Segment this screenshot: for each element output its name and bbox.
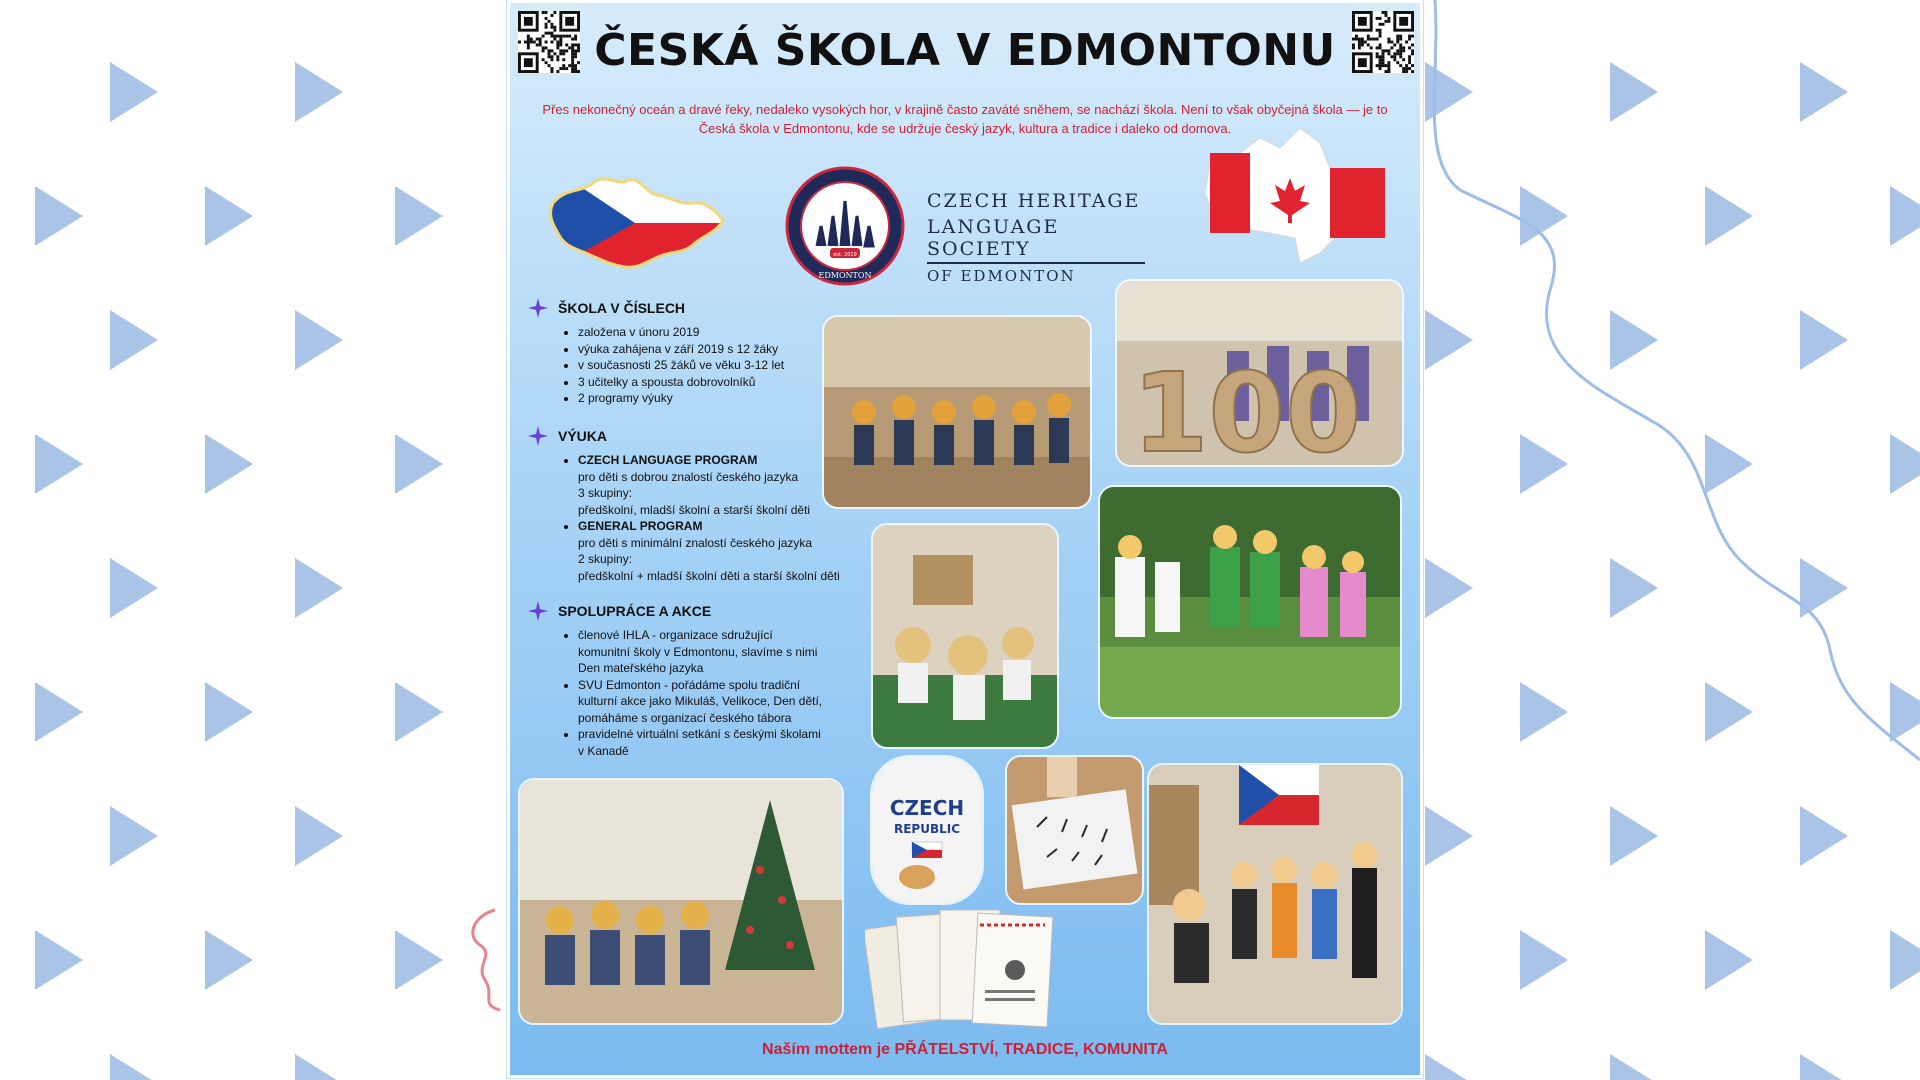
triangle-decoration — [110, 806, 158, 866]
section-heading — [528, 298, 858, 318]
photo-costume-party — [1098, 485, 1402, 719]
section-heading-text: ŠKOLA V ČÍSLECH — [558, 300, 686, 316]
seal-bottom-text: EDMONTON — [818, 271, 872, 280]
intro-line: Přes nekonečný oceán a dravé řeky, nedaleko vysokých hor, v krajině často zaváté sněhem, se nachází škola. Není to však obyčejná škola — je to — [542, 102, 1388, 117]
cap-text-line2: REPUBLIC — [893, 822, 961, 836]
hundred-text: 100 — [1132, 349, 1362, 465]
section-cooperation — [528, 601, 828, 759]
intro-line: Česká škola v Edmontonu, kde se udržuje český jazyk, kultura a tradice i daleko od domova. — [698, 121, 1232, 136]
list-item: • výuka zahájena v září 2019 s 12 žáky — [578, 341, 858, 358]
program-groups-list: předškolní, mladší školní a starší školní děti — [578, 502, 811, 517]
program-desc: pro děti s dobrou znalostí českého jazyka — [578, 469, 799, 484]
motto-text: Naším mottem je PŘÁTELSTVÍ, TRADICE, KOMUNITA — [762, 1041, 1168, 1058]
list-item — [578, 518, 858, 584]
photo-alphabet-drawing — [1005, 755, 1144, 905]
triangle-decoration — [205, 186, 253, 246]
photo-group-with-flag — [1147, 763, 1403, 1025]
sparkle-star-icon — [528, 601, 548, 621]
poster-title: ČESKÁ ŠKOLA V EDMONTONU — [594, 25, 1336, 76]
section-numbers — [528, 298, 858, 407]
list-item: • založena v únoru 2019 — [578, 324, 858, 341]
school-poster — [507, 0, 1423, 1078]
triangle-decoration — [295, 310, 343, 370]
triangle-decoration — [35, 682, 83, 742]
program-name: • GENERAL PROGRAM — [578, 519, 703, 533]
photo-kids-on-mat — [871, 523, 1059, 749]
section-heading — [528, 426, 858, 446]
triangle-decoration — [395, 186, 443, 246]
triangle-decoration — [295, 62, 343, 122]
section-teaching — [528, 426, 858, 584]
sparkle-star-icon — [528, 426, 548, 446]
triangle-decoration — [205, 682, 253, 742]
photo-christmas-tree — [518, 778, 844, 1025]
section-heading-text: SPOLUPRÁCE A AKCE — [558, 603, 712, 619]
pink-scribble-decoration — [455, 905, 515, 1015]
teaching-list — [528, 452, 858, 584]
canada-map-flag-icon — [1200, 123, 1390, 273]
program-groups: 2 skupiny: — [578, 552, 633, 566]
triangle-decoration — [35, 186, 83, 246]
triangle-decoration — [295, 558, 343, 618]
triangle-decoration — [395, 434, 443, 494]
list-item: • členové IHLA - organizace sdružující komunitní školy v Edmontonu, slavíme s nimi Den mateřského jazyka — [578, 627, 828, 677]
program-desc: pro děti s minimální znalostí českého jazyka — [578, 535, 813, 550]
seal-est-text: est. 2019 — [833, 252, 857, 258]
list-item — [578, 452, 858, 518]
society-logo — [785, 166, 1145, 291]
cap-text-line1: CZECH — [889, 796, 965, 820]
triangle-decoration — [110, 1054, 158, 1080]
list-item: • 2 programy výuky — [578, 390, 858, 407]
triangle-decoration — [295, 806, 343, 866]
triangle-decoration — [395, 682, 443, 742]
photo-100-days — [1115, 279, 1404, 467]
list-item: • v současnosti 25 žáků ve věku 3-12 let — [578, 357, 858, 374]
triangle-decoration — [205, 930, 253, 990]
logo-line-2: LANGUAGE SOCIETY — [927, 216, 1145, 264]
numbers-list — [528, 324, 858, 407]
photo-kids-crowns — [822, 315, 1092, 509]
list-item: • pravidelné virtuální setkání s českými školami v Kanadě — [578, 726, 828, 759]
cooperation-list — [528, 627, 828, 759]
program-groups: 3 skupiny: — [578, 486, 633, 500]
sparkle-star-icon — [528, 298, 548, 318]
photo-czech-republic-cap — [870, 755, 984, 905]
list-item: • SVU Edmonton - pořádáme spolu tradiční kulturní akce jako Mikuláš, Velikoce, Den dětí, pomáháme s organizací českého tábora — [578, 677, 828, 727]
triangle-decoration — [205, 434, 253, 494]
triangle-decoration — [110, 558, 158, 618]
logo-line-3: OF EDMONTON — [927, 267, 1076, 285]
section-heading — [528, 601, 828, 621]
triangle-decoration — [35, 930, 83, 990]
triangle-decoration — [395, 930, 443, 990]
czech-map-flag-icon — [545, 163, 730, 273]
photo-certificates — [865, 900, 1065, 1030]
logo-line-1: CZECH HERITAGE — [927, 190, 1141, 212]
triangle-decoration — [35, 434, 83, 494]
society-seal-logo — [785, 166, 905, 286]
section-heading-text: VÝUKA — [558, 428, 608, 444]
program-groups-list: předškolní + mladší školní děti a starší školní děti — [578, 568, 840, 583]
list-item: • 3 učitelky a spousta dobrovolníků — [578, 374, 858, 391]
logo-text — [927, 190, 1145, 285]
triangle-decoration — [295, 1054, 343, 1080]
triangle-decoration — [110, 310, 158, 370]
triangle-decoration — [110, 62, 158, 122]
program-name: • CZECH LANGUAGE PROGRAM — [578, 453, 758, 467]
wavy-line-decoration — [1400, 0, 1920, 1080]
